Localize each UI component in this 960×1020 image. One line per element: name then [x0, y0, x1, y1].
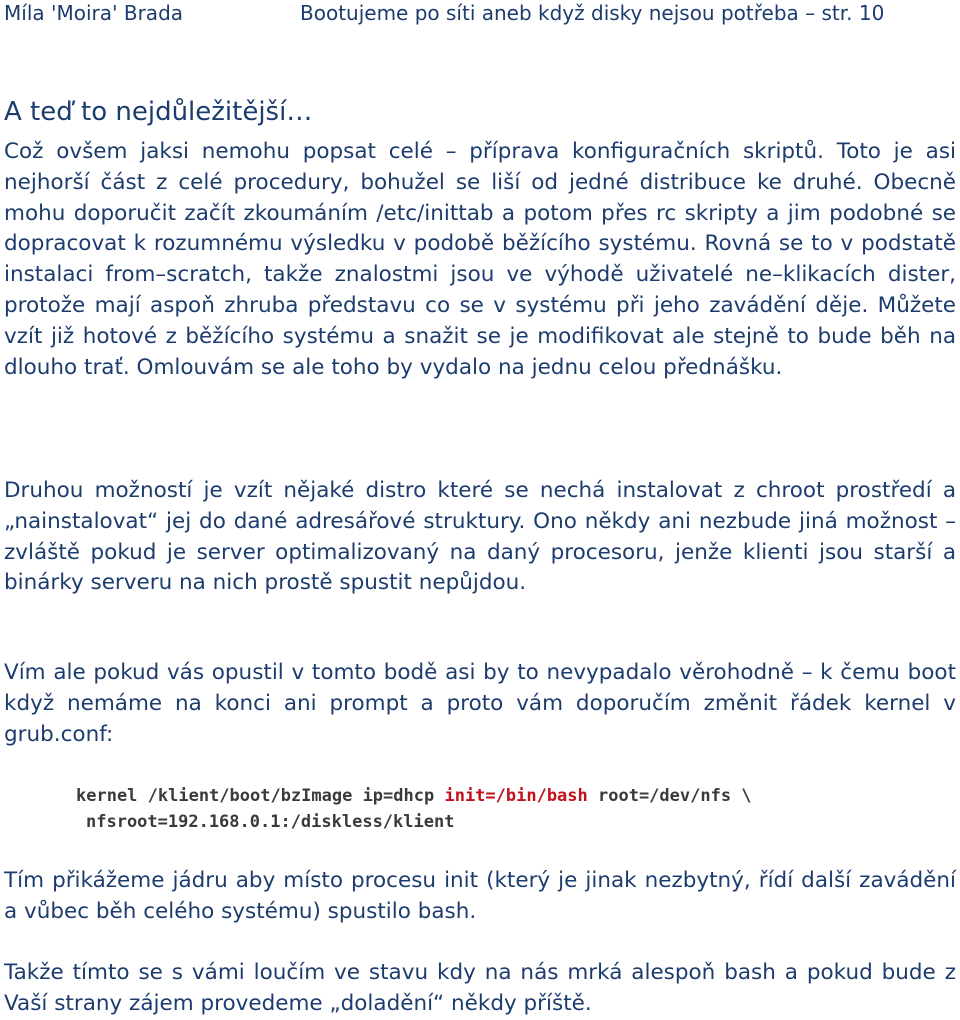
paragraph-init-bash: Tím přikážeme jádru aby místo procesu init (který je jinak nezbytný, řídí další zavádění a vůbec běh celého systému) spustilo bash.	[4, 868, 956, 924]
author-name: Míla 'Moira' Brada	[4, 1, 184, 25]
code-init-highlight: init=/bin/bash	[444, 786, 588, 806]
paragraph-chroot-distro: Druhou možností je vzít nějaké distro které se nechá instalovat z chroot prostředí a „nainstalovat“ jej do dané adresářové struktury. Ono někdy ani nezbude jiná možnost – zvláště pokud je server optimalizovaný na daný procesoru, jenže klienti jsou starší a binárky serveru na nich prostě spustit nepůjdou.	[4, 478, 956, 596]
code-line-2: nfsroot=192.168.0.1:/diskless/klient	[86, 812, 455, 832]
code-kernel-args: kernel /klient/boot/bzImage ip=dhcp	[76, 786, 445, 806]
document-title: Bootujeme po síti aneb když disky nejsou potřeba – str. 10	[300, 1, 885, 25]
code-root-arg: root=/dev/nfs \	[587, 786, 752, 806]
section-heading: A teď to nejdůležitější…	[4, 97, 313, 127]
paragraph-config-scripts: Což ovšem jaksi nemohu popsat celé – příprava konfiguračních skriptů. Toto je asi nejhorší část z celé procedury, bohužel se liší od jedné distribuce ke druhé. Obecně mohu doporučit začít zkoumáním /etc/inittab a potom přes rc skripty a jim podobné se dopracovat k rozumnému výsledku v podobě běžícího systému. Rovná se to v podstatě instalaci from–scratch, takže znalostmi jsou ve výhodě uživatelé ne–klikacích dister, protože mají aspoň zhruba představu co se v systému při jeho zavádění děje. Můžete vzít již hotové z běžícího systému a snažit se je modifikovat ale stejně to bude běh na dlouho trať. Omlouvám se ale toho by vydalo na jednu celou přednášku.	[4, 139, 956, 380]
paragraph-farewell: Takže tímto se s vámi loučím ve stavu kdy na nás mrká alespoň bash a pokud bude z Vaší strany zájem provedeme „doladění“ někdy příště.	[4, 960, 956, 1016]
page-header	[4, 0, 934, 26]
code-line-1	[76, 783, 936, 809]
paragraph-grub-change: Vím ale pokud vás opustil v tomto bodě asi by to nevypadalo věrohodně – k čemu boot když nemáme na konci ani prompt a proto vám doporučím změnit řádek kernel v grub.conf:	[4, 660, 956, 747]
kernel-command-code-block	[76, 783, 936, 835]
